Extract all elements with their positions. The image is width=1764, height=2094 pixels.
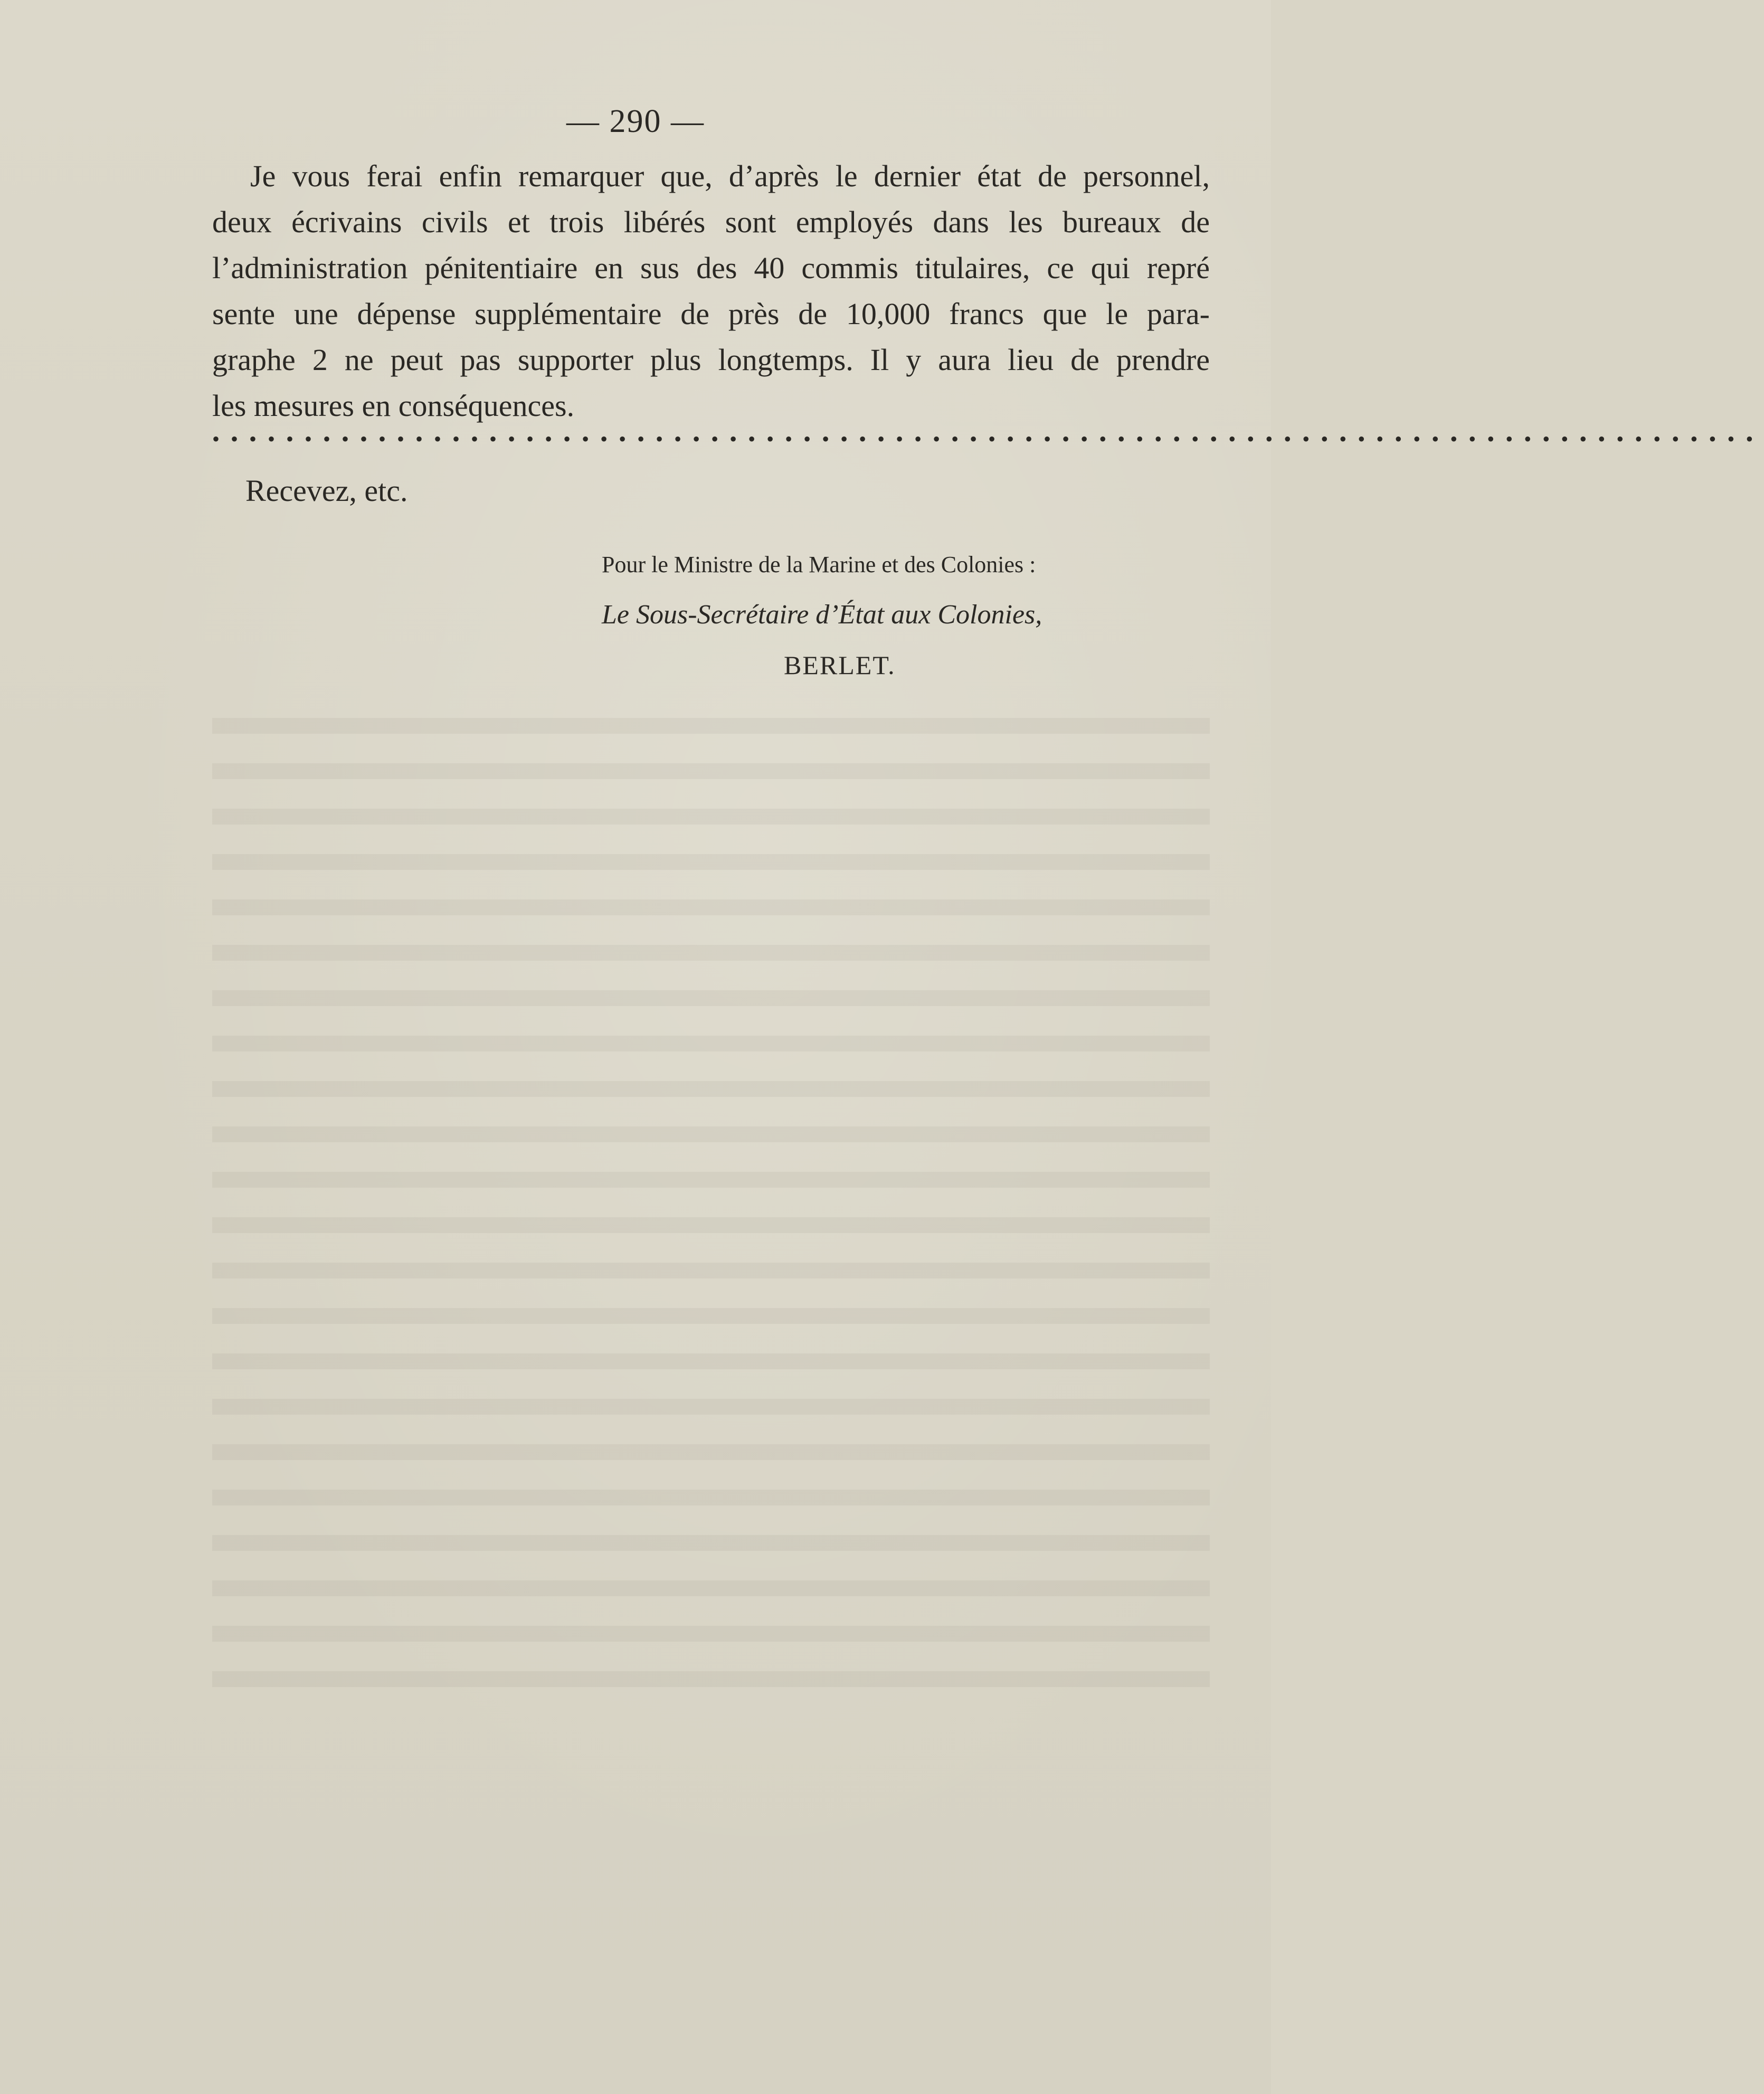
paragraph-line: l’administration pénitentiaire en sus des 40 commis titulaires, ce qui repré <box>212 251 1210 285</box>
paragraph-line: sente une dépense supplémentaire de près de 10,000 francs que le para- <box>212 297 1210 331</box>
paragraph-line: Je vous ferai enfin remarquer que, d’après le dernier état de personnel, <box>250 159 1210 193</box>
signature-authority: Pour le Ministre de la Marine et des Colonies : <box>602 552 1036 577</box>
letter-body <box>212 153 1210 429</box>
signature-title: Le Sous-Secrétaire d’État aux Colonies, <box>602 600 1042 630</box>
paragraph <box>212 153 1210 429</box>
paragraph-line: les mesures en conséquences. <box>212 389 575 423</box>
paragraph-line: deux écrivains civils et trois libérés sont employés dans les bureaux de <box>212 205 1210 239</box>
bleed-through-texture <box>212 718 1210 1694</box>
paragraph-line: graphe 2 ne peut pas supporter plus longtemps. Il y aura lieu de prendre <box>212 343 1210 377</box>
page-number: — 290 — <box>566 103 705 139</box>
ellipsis-dot-leader: •••••••••••••••••••••••••••••••••••••••••••••••••••••••••••••••••••••••••••••••••••• <box>212 427 1764 451</box>
closing-salutation: Recevez, etc. <box>245 473 408 508</box>
signature-block <box>602 544 1130 686</box>
signature-name: BERLET. <box>784 650 896 680</box>
